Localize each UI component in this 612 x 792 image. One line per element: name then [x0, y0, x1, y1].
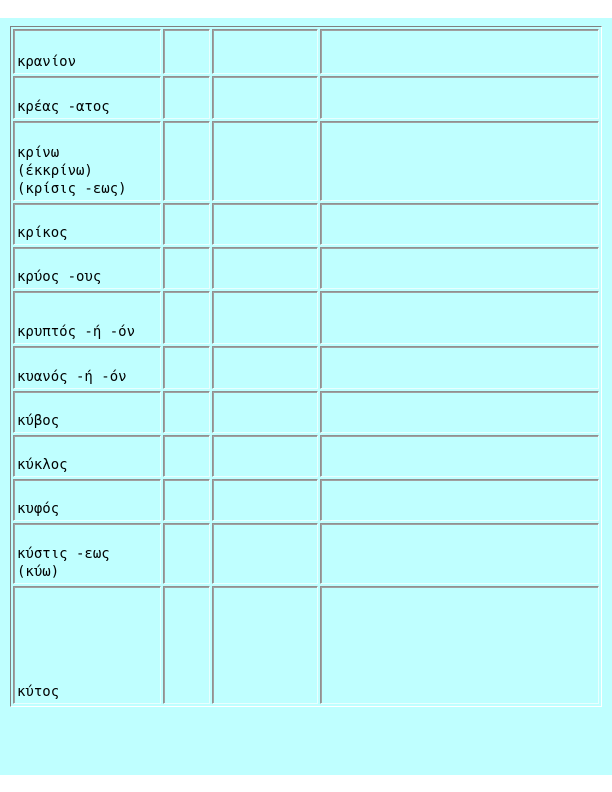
empty-cell — [163, 586, 210, 704]
term-cell: κρέας -ατος — [13, 76, 161, 119]
table-row — [13, 479, 599, 521]
empty-cell — [320, 479, 599, 521]
term-cell: κρίκος — [13, 203, 161, 245]
empty-cell — [212, 203, 318, 245]
page-background — [0, 18, 612, 775]
empty-cell — [320, 523, 599, 584]
table-row — [13, 121, 599, 201]
empty-cell — [163, 435, 210, 477]
empty-cell — [320, 291, 599, 344]
empty-cell — [163, 247, 210, 289]
empty-cell — [320, 76, 599, 119]
table-row — [13, 291, 599, 344]
empty-cell — [163, 391, 210, 433]
empty-cell — [163, 203, 210, 245]
empty-cell — [320, 247, 599, 289]
empty-cell — [212, 586, 318, 704]
term-cell: κύκλος — [13, 435, 161, 477]
table-row — [13, 346, 599, 389]
term-cell: κύτος — [13, 586, 161, 704]
table-row — [13, 203, 599, 245]
table-row — [13, 247, 599, 289]
empty-cell — [320, 121, 599, 201]
empty-cell — [320, 346, 599, 389]
empty-cell — [212, 291, 318, 344]
term-cell: κρυπτός -ή -όν — [13, 291, 161, 344]
term-cell: κρύος -ους — [13, 247, 161, 289]
term-cell: κρίνω (έκκρίνω) (κρίσις -εως) — [13, 121, 161, 201]
empty-cell — [163, 291, 210, 344]
empty-cell — [212, 346, 318, 389]
table-row — [13, 29, 599, 74]
empty-cell — [212, 247, 318, 289]
empty-cell — [212, 523, 318, 584]
empty-cell — [163, 29, 210, 74]
table-row — [13, 435, 599, 477]
term-cell: κυφός — [13, 479, 161, 521]
empty-cell — [163, 346, 210, 389]
empty-cell — [212, 29, 318, 74]
term-cell: κύβος — [13, 391, 161, 433]
table-row — [13, 586, 599, 704]
empty-cell — [163, 523, 210, 584]
empty-cell — [163, 479, 210, 521]
empty-cell — [320, 29, 599, 74]
term-cell: κυανός -ή -όν — [13, 346, 161, 389]
empty-cell — [212, 76, 318, 119]
glossary-table — [10, 26, 602, 707]
empty-cell — [212, 391, 318, 433]
empty-cell — [320, 435, 599, 477]
empty-cell — [320, 203, 599, 245]
empty-cell — [163, 121, 210, 201]
table-row — [13, 391, 599, 433]
term-cell: κύστις -εως (κύω) — [13, 523, 161, 584]
empty-cell — [212, 435, 318, 477]
empty-cell — [163, 76, 210, 119]
empty-cell — [320, 391, 599, 433]
empty-cell — [212, 121, 318, 201]
empty-cell — [212, 479, 318, 521]
table-row — [13, 523, 599, 584]
term-cell: κρανίον — [13, 29, 161, 74]
table-row — [13, 76, 599, 119]
empty-cell — [320, 586, 599, 704]
